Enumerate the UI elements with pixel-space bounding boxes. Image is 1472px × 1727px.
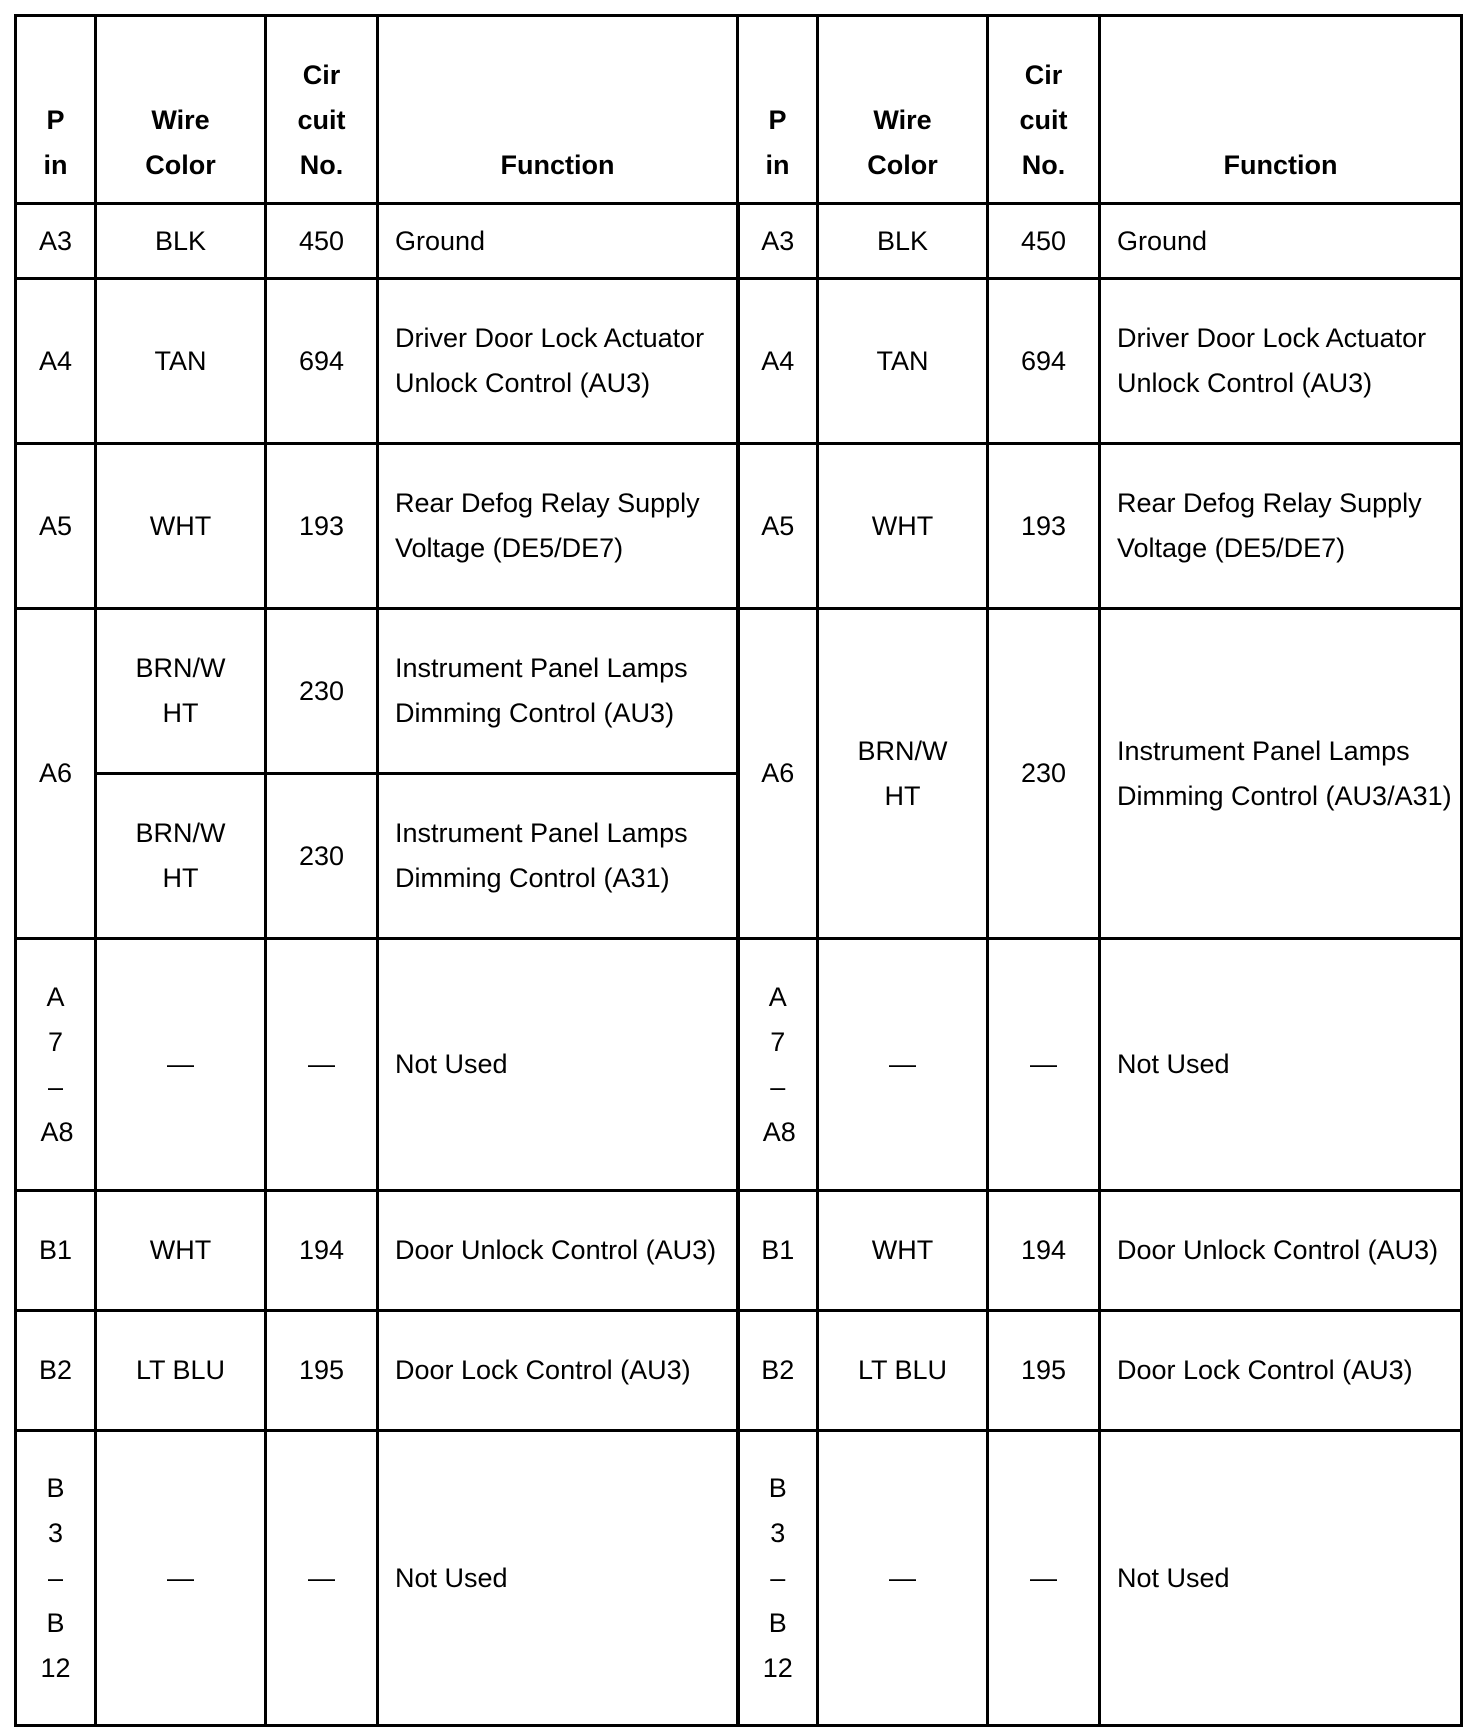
header-pin: P in: [738, 16, 818, 204]
circuit-cell: 194: [988, 1191, 1100, 1311]
circuit-cell: 193: [988, 444, 1100, 609]
function-cell: Driver Door Lock Actuator Unlock Control (AU3): [378, 279, 738, 444]
table-row: [16, 279, 1462, 444]
wire-color-cell: WHT: [96, 444, 266, 609]
circuit-cell: 230: [266, 609, 378, 774]
header-wire-color: Wire Color: [818, 16, 988, 204]
pin-cell: A5: [738, 444, 818, 609]
circuit-cell: 195: [266, 1311, 378, 1431]
table-row: [16, 1431, 1462, 1726]
function-cell: Door Unlock Control (AU3): [378, 1191, 738, 1311]
pin-cell: A6: [738, 609, 818, 939]
pin-cell: A 7 – A8: [738, 939, 818, 1191]
wire-color-cell: WHT: [818, 1191, 988, 1311]
circuit-cell: 694: [266, 279, 378, 444]
circuit-cell: —: [266, 1431, 378, 1726]
wire-color-cell: WHT: [818, 444, 988, 609]
function-cell: Instrument Panel Lamps Dimming Control (A31): [378, 774, 738, 939]
header-function: Function: [1100, 16, 1462, 204]
pin-cell: A3: [738, 204, 818, 279]
function-cell: Not Used: [1100, 939, 1462, 1191]
function-cell: Door Lock Control (AU3): [378, 1311, 738, 1431]
pin-cell: B1: [738, 1191, 818, 1311]
header-circuit-no: Cir cuit No.: [988, 16, 1100, 204]
table-row: [16, 1311, 1462, 1431]
circuit-cell: 450: [266, 204, 378, 279]
table-row: [16, 609, 1462, 774]
table-row: [16, 204, 1462, 279]
circuit-cell: —: [988, 939, 1100, 1191]
header-function: Function: [378, 16, 738, 204]
function-cell: Instrument Panel Lamps Dimming Control (AU3): [378, 609, 738, 774]
wire-color-cell: BLK: [818, 204, 988, 279]
function-cell: Ground: [1100, 204, 1462, 279]
pin-cell: B 3 – B 12: [16, 1431, 96, 1726]
pin-cell: A5: [16, 444, 96, 609]
wire-color-cell: TAN: [818, 279, 988, 444]
wire-color-cell: —: [96, 939, 266, 1191]
function-cell: Door Lock Control (AU3): [1100, 1311, 1462, 1431]
wire-color-cell: BLK: [96, 204, 266, 279]
function-cell: Instrument Panel Lamps Dimming Control (AU3/A31): [1100, 609, 1462, 939]
table-row: [16, 444, 1462, 609]
pin-cell: A4: [738, 279, 818, 444]
circuit-cell: —: [266, 939, 378, 1191]
function-cell: Driver Door Lock Actuator Unlock Control (AU3): [1100, 279, 1462, 444]
header-row: [16, 16, 1462, 204]
wire-color-cell: —: [818, 939, 988, 1191]
pin-cell: B2: [738, 1311, 818, 1431]
pin-cell: A 7 – A8: [16, 939, 96, 1191]
pin-table: [14, 14, 1463, 1727]
wire-color-cell: TAN: [96, 279, 266, 444]
circuit-cell: 194: [266, 1191, 378, 1311]
pin-cell: B1: [16, 1191, 96, 1311]
table-row: [16, 939, 1462, 1191]
circuit-cell: 230: [988, 609, 1100, 939]
circuit-cell: —: [988, 1431, 1100, 1726]
wire-color-cell: —: [96, 1431, 266, 1726]
function-cell: Not Used: [378, 939, 738, 1191]
wire-color-cell: WHT: [96, 1191, 266, 1311]
header-circuit-no: Cir cuit No.: [266, 16, 378, 204]
wire-color-cell: LT BLU: [96, 1311, 266, 1431]
function-cell: Not Used: [378, 1431, 738, 1726]
function-cell: Rear Defog Relay Supply Voltage (DE5/DE7): [378, 444, 738, 609]
function-cell: Rear Defog Relay Supply Voltage (DE5/DE7): [1100, 444, 1462, 609]
wire-color-cell: LT BLU: [818, 1311, 988, 1431]
circuit-cell: 694: [988, 279, 1100, 444]
function-cell: Not Used: [1100, 1431, 1462, 1726]
pin-cell: A4: [16, 279, 96, 444]
wire-color-cell: BRN/W HT: [96, 774, 266, 939]
wire-color-cell: BRN/W HT: [96, 609, 266, 774]
table-row: [16, 1191, 1462, 1311]
pin-cell: A6: [16, 609, 96, 939]
header-pin: P in: [16, 16, 96, 204]
function-cell: Door Unlock Control (AU3): [1100, 1191, 1462, 1311]
circuit-cell: 230: [266, 774, 378, 939]
function-cell: Ground: [378, 204, 738, 279]
pin-cell: B 3 – B 12: [738, 1431, 818, 1726]
wire-color-cell: —: [818, 1431, 988, 1726]
circuit-cell: 195: [988, 1311, 1100, 1431]
pin-cell: A3: [16, 204, 96, 279]
header-wire-color: Wire Color: [96, 16, 266, 204]
circuit-cell: 193: [266, 444, 378, 609]
pin-cell: B2: [16, 1311, 96, 1431]
wire-color-cell: BRN/W HT: [818, 609, 988, 939]
circuit-cell: 450: [988, 204, 1100, 279]
